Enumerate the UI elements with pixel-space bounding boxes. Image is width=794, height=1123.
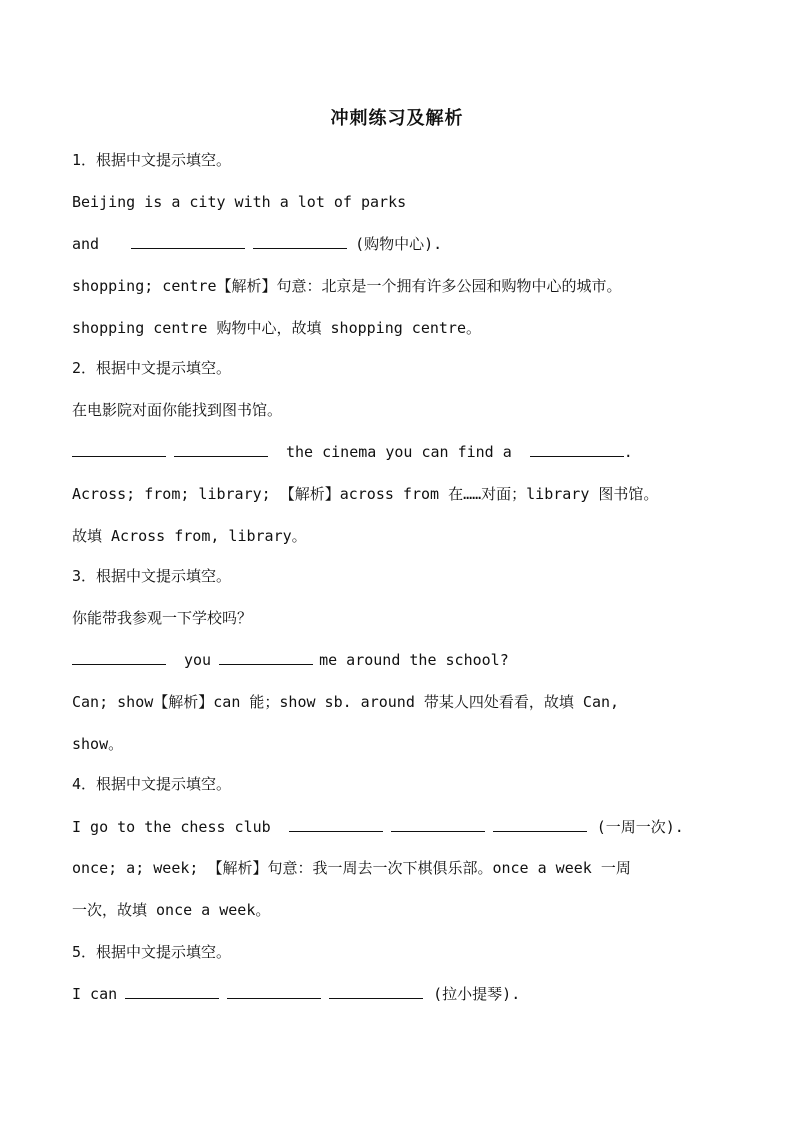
q2-chinese: 在电影院对面你能找到图书馆。 bbox=[72, 401, 283, 419]
q5-heading: 5．根据中文提示填空。 bbox=[72, 943, 232, 961]
q3-chinese: 你能带我参观一下学校吗？ bbox=[72, 609, 253, 627]
q3-mid-text: you bbox=[184, 651, 212, 669]
q4-hint: (一周一次). bbox=[596, 818, 684, 836]
q4-answer-line-1: once; a; week; 【解析】句意：我一周去一次下棋俱乐部。once a week 一周 bbox=[72, 859, 631, 877]
q2-blank-1[interactable] bbox=[72, 442, 166, 457]
q4-prefix: I go to the chess club bbox=[72, 818, 271, 836]
q2-heading: 2．根据中文提示填空。 bbox=[72, 359, 232, 377]
q4-blank-2[interactable] bbox=[391, 817, 485, 832]
q3-blank-2[interactable] bbox=[219, 650, 313, 665]
q1-blank-1[interactable] bbox=[131, 234, 245, 249]
q1-heading: 1．根据中文提示填空。 bbox=[72, 151, 232, 169]
q4-answer-line-2: 一次，故填 once a week。 bbox=[72, 901, 271, 919]
q3-answer-line-2: show。 bbox=[72, 735, 124, 753]
q5-hint: (拉小提琴). bbox=[433, 985, 521, 1003]
q2-mid-text: the cinema you can find a bbox=[286, 443, 512, 461]
q2-end-text: . bbox=[623, 443, 633, 461]
q4-sentence bbox=[72, 815, 684, 839]
q1-sentence-a: Beijing is a city with a lot of parks bbox=[72, 193, 407, 211]
q3-blank-1[interactable] bbox=[72, 650, 166, 665]
q1-sentence-b bbox=[72, 232, 442, 256]
page-title: 冲刺练习及解析 bbox=[330, 108, 464, 129]
q3-end-text: me around the school? bbox=[319, 651, 509, 669]
q1-answer-line-1: shopping; centre【解析】句意：北京是一个拥有许多公园和购物中心的城市。 bbox=[72, 277, 622, 295]
q2-answer-line-1: Across; from; library; 【解析】across from 在……对面；library 图书馆。 bbox=[72, 485, 659, 503]
q2-answer-line-2: 故填 Across from, library。 bbox=[72, 527, 307, 545]
q5-blank-3[interactable] bbox=[329, 984, 423, 999]
q5-prefix: I can bbox=[72, 985, 118, 1003]
q2-sentence bbox=[72, 440, 633, 464]
q3-answer-line-1: Can; show【解析】can 能；show sb. around 带某人四处看看，故填 Can, bbox=[72, 693, 620, 711]
q3-heading: 3．根据中文提示填空。 bbox=[72, 567, 232, 585]
q1-hint: (购物中心). bbox=[355, 235, 443, 253]
q3-sentence bbox=[72, 648, 509, 672]
q5-blank-1[interactable] bbox=[125, 984, 219, 999]
q1-answer-line-2: shopping centre 购物中心，故填 shopping centre。 bbox=[72, 319, 481, 337]
q2-blank-2[interactable] bbox=[174, 442, 268, 457]
q4-blank-3[interactable] bbox=[493, 817, 587, 832]
q5-sentence bbox=[72, 982, 520, 1006]
q4-blank-1[interactable] bbox=[289, 817, 383, 832]
q2-blank-3[interactable] bbox=[530, 442, 624, 457]
q4-heading: 4．根据中文提示填空。 bbox=[72, 775, 232, 793]
q1-blank-2[interactable] bbox=[253, 234, 347, 249]
q5-blank-2[interactable] bbox=[227, 984, 321, 999]
q1-prefix: and bbox=[72, 235, 100, 253]
